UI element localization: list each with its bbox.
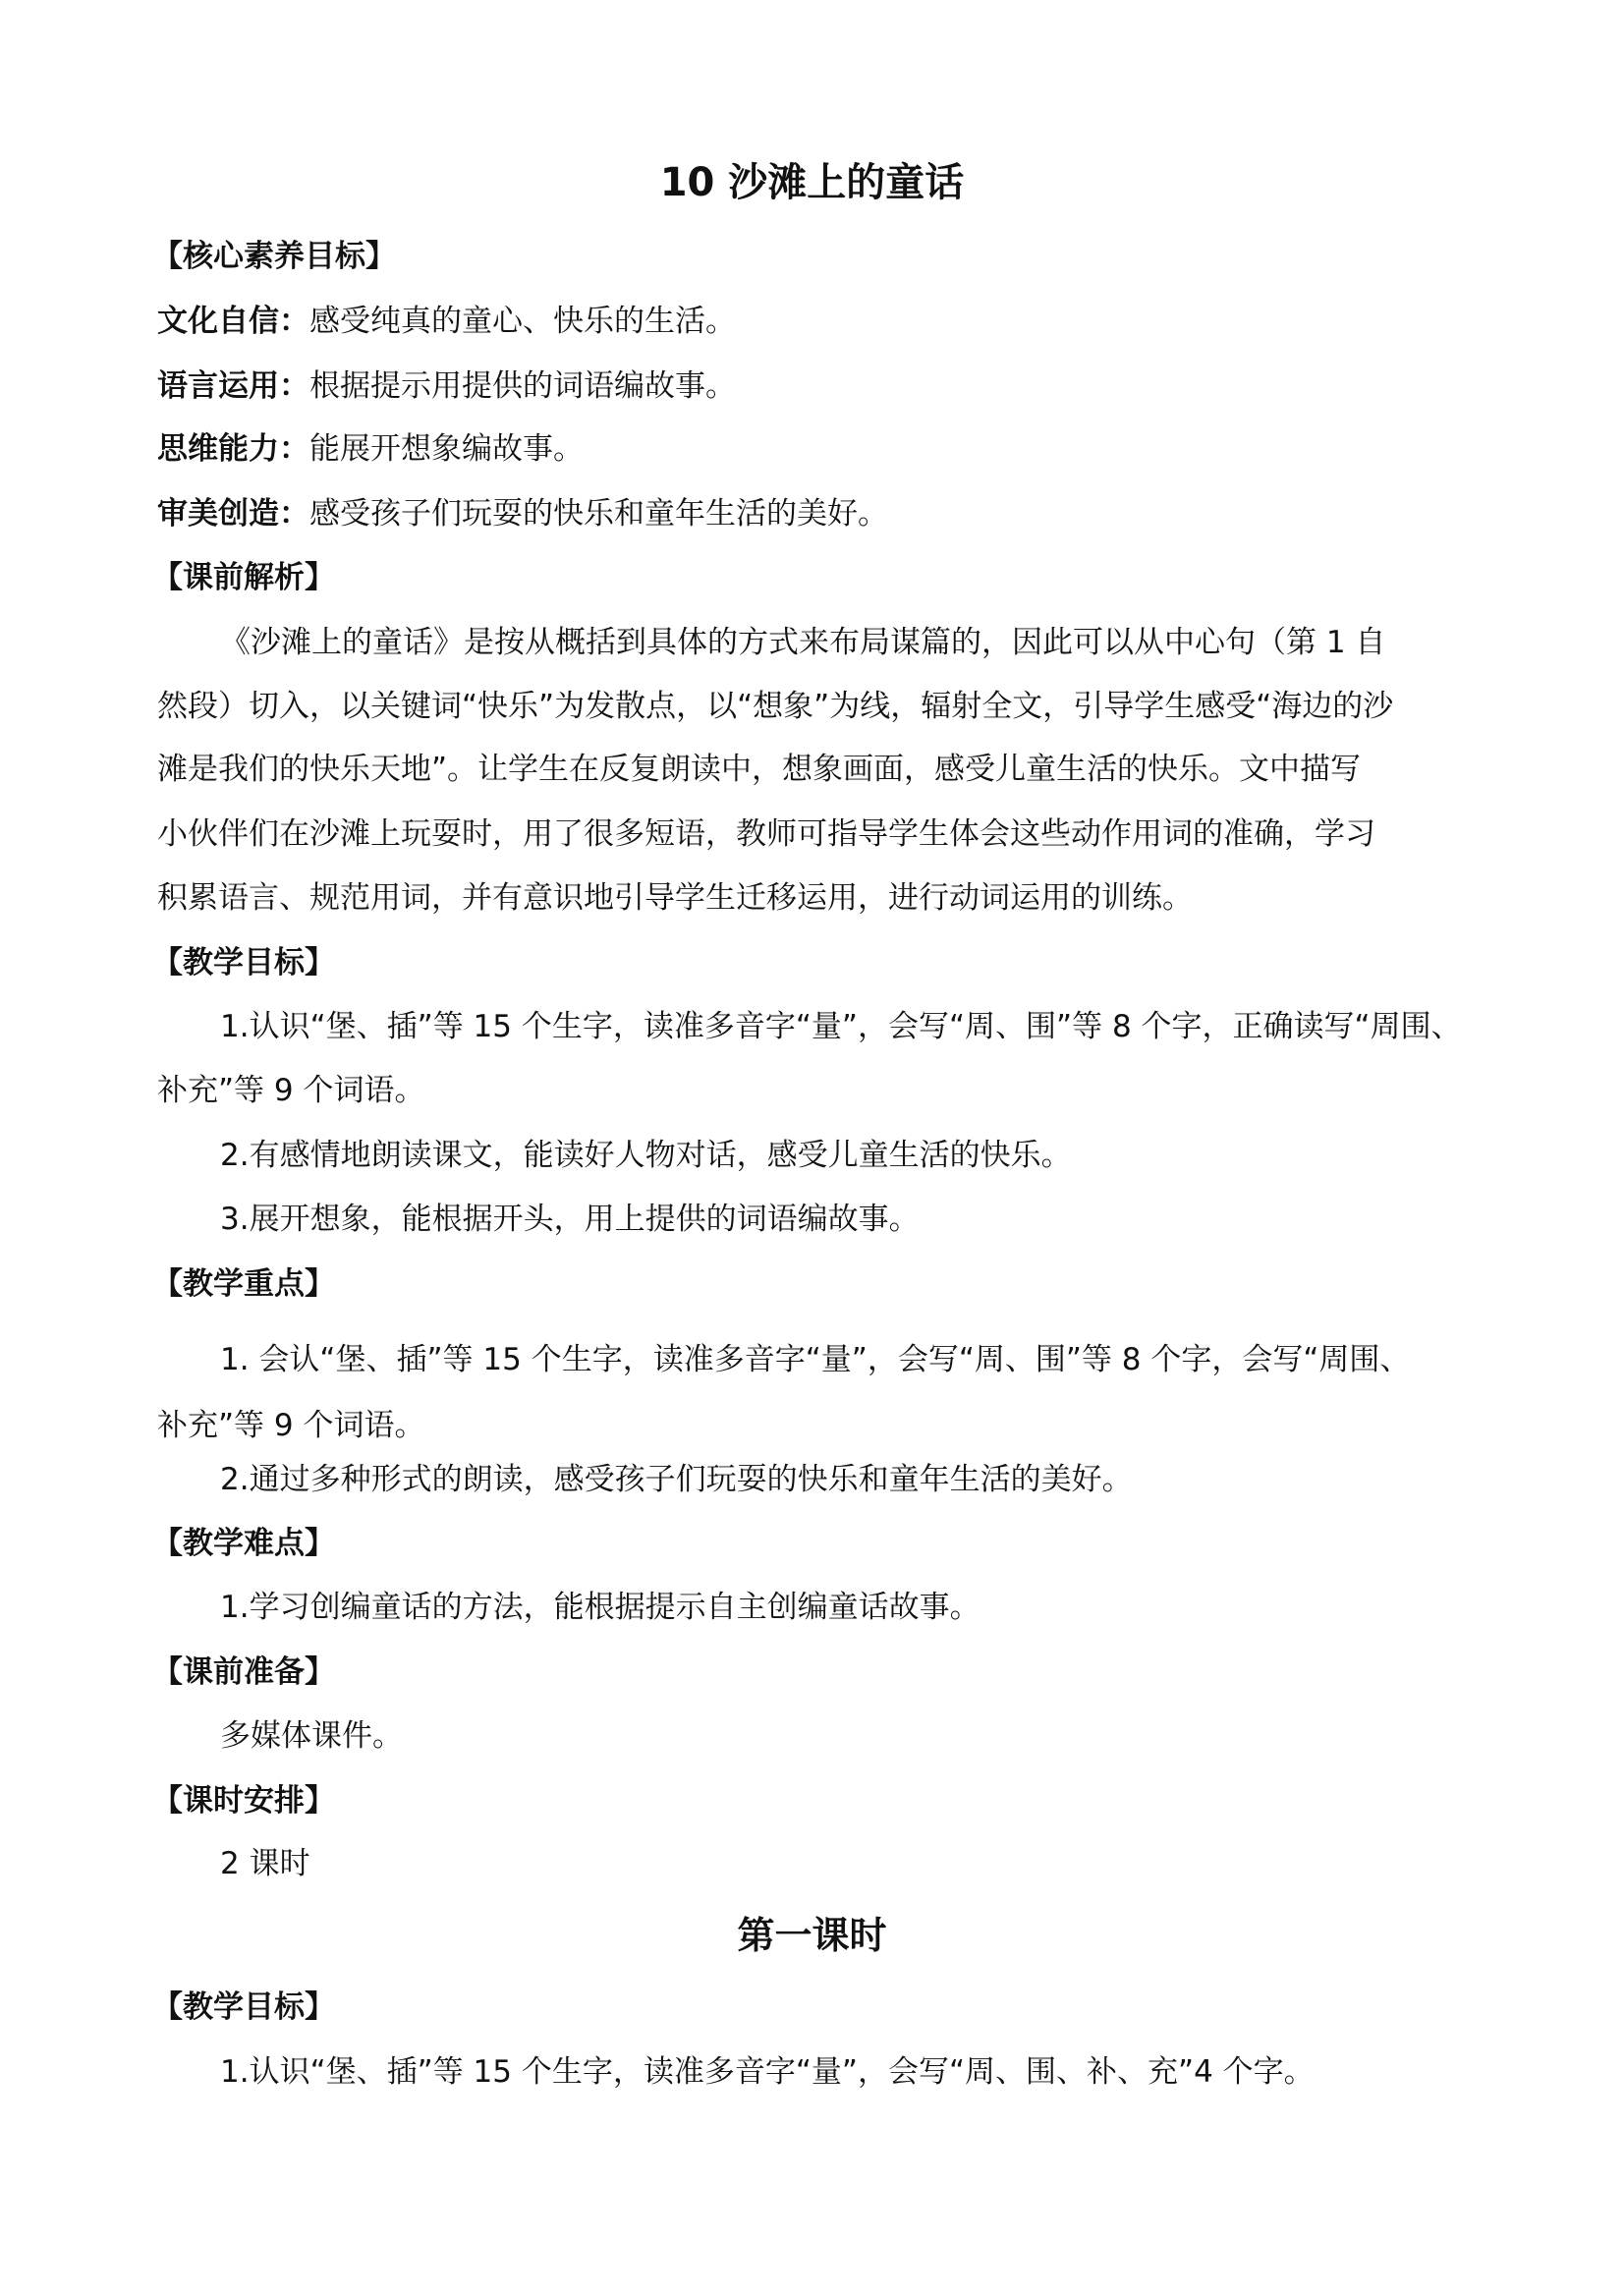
teaching-goal-line: 1.认识“堡、插”等 15 个生字，读准多音字“量”，会写“周、围”等 8 个字，正确读写“周围、 xyxy=(220,1009,1462,1044)
lesson1-goals-heading: 【教学目标】 xyxy=(152,1989,335,2025)
schedule-line: 2 课时 xyxy=(220,1846,310,1881)
core-goal-aesthetic xyxy=(157,494,1484,533)
document-title: 10 沙滩上的童话 xyxy=(659,160,965,205)
core-goal-text: 能展开想象编故事。 xyxy=(309,431,584,467)
analysis-line: 《沙滩上的童话》是按从概括到具体的方式来布局谋篇的，因此可以从中心句（第 1 自 xyxy=(220,625,1386,660)
core-goal-label: 审美创造： xyxy=(157,496,309,532)
lesson1-goal-line: 1.认识“堡、插”等 15 个生字，读准多音字“量”，会写“周、围、补、充”4 个字。 xyxy=(220,2054,1315,2090)
key-point-line: 1. 会认“堡、插”等 15 个生字，读准多音字“量”，会写“周、围”等 8 个字，会写“周围、 xyxy=(220,1342,1411,1377)
core-goal-label: 文化自信： xyxy=(157,304,309,339)
teaching-goals-heading: 【教学目标】 xyxy=(152,945,335,980)
analysis-heading: 【课前解析】 xyxy=(152,560,335,595)
teaching-goal-line: 2.有感情地朗读课文，能读好人物对话，感受儿童生活的快乐。 xyxy=(220,1138,1072,1173)
difficulty-line: 1.学习创编童话的方法，能根据提示自主创编童话故事。 xyxy=(220,1590,980,1625)
analysis-line: 小伙伴们在沙滩上玩耍时，用了很多短语，教师可指导学生体会这些动作用词的准确，学习 xyxy=(157,816,1375,852)
analysis-line: 积累语言、规范用词，并有意识地引导学生迁移运用，进行动词运用的训练。 xyxy=(157,880,1193,916)
core-goal-text: 感受纯真的童心、快乐的生活。 xyxy=(309,304,736,339)
core-goal-label: 语言运用： xyxy=(157,368,309,404)
analysis-line: 滩是我们的快乐天地”。让学生在反复朗读中，想象画面，感受儿童生活的快乐。文中描写 xyxy=(157,752,1362,787)
core-goal-text: 根据提示用提供的词语编故事。 xyxy=(309,368,736,404)
schedule-heading: 【课时安排】 xyxy=(152,1783,335,1819)
teaching-goal-line: 3.展开想象，能根据开头，用上提供的词语编故事。 xyxy=(220,1202,920,1237)
core-goal-culture xyxy=(157,302,1484,341)
difficulties-heading: 【教学难点】 xyxy=(152,1526,335,1561)
core-goal-thinking xyxy=(157,429,1484,469)
preparation-heading: 【课前准备】 xyxy=(152,1654,335,1690)
lesson1-title: 第一课时 xyxy=(737,1914,887,1957)
analysis-line: 然段）切入，以关键词“快乐”为发散点，以“想象”为线，辐射全文，引导学生感受“海边的沙 xyxy=(157,689,1394,724)
core-goal-language xyxy=(157,366,1484,406)
key-point-line: 补充”等 9 个词语。 xyxy=(157,1408,425,1443)
key-points-heading: 【教学重点】 xyxy=(152,1266,335,1302)
core-goal-label: 思维能力： xyxy=(157,431,309,467)
core-goals-heading: 【核心素养目标】 xyxy=(152,239,396,274)
preparation-line: 多媒体课件。 xyxy=(220,1718,403,1754)
core-goal-text: 感受孩子们玩耍的快乐和童年生活的美好。 xyxy=(309,496,888,532)
teaching-goal-line: 补充”等 9 个词语。 xyxy=(157,1073,425,1108)
key-point-line: 2.通过多种形式的朗读，感受孩子们玩耍的快乐和童年生活的美好。 xyxy=(220,1462,1133,1497)
